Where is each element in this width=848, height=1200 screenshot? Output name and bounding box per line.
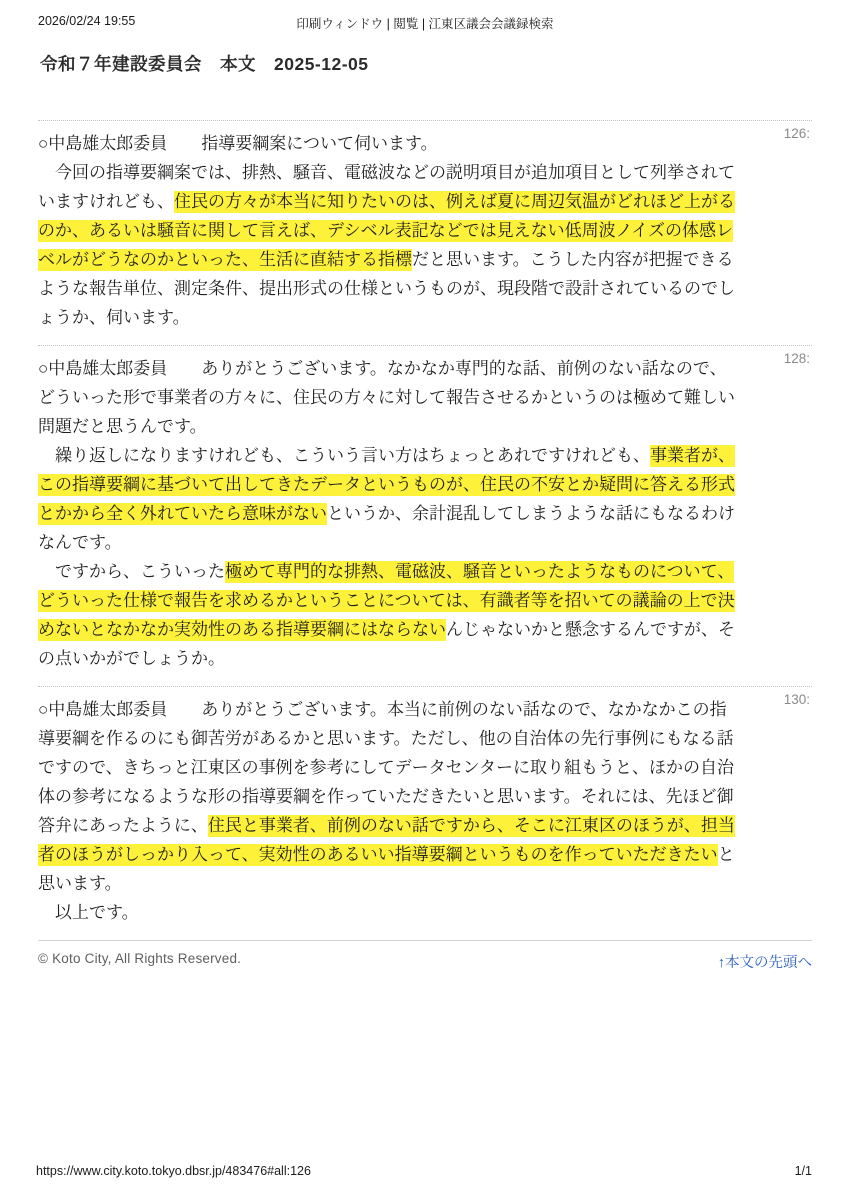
paragraph-anchor-number: 128: — [783, 351, 810, 366]
speech-text: ありがとうございます。本当に前例のない話なので、なかなかこの指導要綱を作るのにも御苦労があるかと思います。ただし、他の自治体の先行事例にもなる話ですので、きちっと江東区の事例を参考にしてデータセンターに取り組もうと、ほかの自治体の参考になるような形の指導要綱を作っていただきたいと思います。それには、先ほど御答弁にあったように、 — [38, 700, 734, 835]
paragraph-anchor-number: 126: — [783, 126, 810, 141]
speech-paragraph — [38, 158, 738, 332]
speech-text: ありがとうございます。なかなか専門的な話、前例のない話なので、どういった形で事業者の方々に、住民の方々に対して報告させるかというのは極めて難しい問題だと思うんです。 — [38, 359, 735, 436]
speech-text: 今回の指導要綱案では、排熱、騒音、電磁波などの説明項目が追加項目として列挙されていますけれども、 — [38, 163, 735, 211]
print-footer — [36, 1164, 812, 1178]
speech-paragraph — [38, 695, 738, 898]
speech-text: と思います。 — [38, 845, 735, 893]
print-header-title: 印刷ウィンドウ | 閲覧 | 江東区議会会議録検索 — [296, 17, 554, 31]
back-to-top-link[interactable]: ↑本文の先頭へ — [717, 955, 812, 971]
speech-text: んじゃないかと懸念するんですが、その点いかがでしょうか。 — [38, 620, 735, 668]
speech-text: というか、余計混乱してしまうような話にもなるわけなんです。 — [38, 504, 735, 552]
speech-section — [38, 686, 812, 940]
speaker-name: ○中島雄太郎委員 — [38, 134, 168, 153]
speaker-name: ○中島雄太郎委員 — [38, 700, 168, 719]
speech-text: 以上です。 — [38, 903, 139, 922]
search-hit-highlight: 住民の方々が本当に知りたいのは、例えば夏に周辺気温がどれほど上がるのか、あるいは騒音に関して言えば、デシベル表記などでは見えない低周波ノイズの体感レベルがどうなのかといった、生活に直結する指標 — [38, 192, 735, 269]
speech-paragraph — [38, 354, 738, 441]
print-header — [38, 14, 812, 30]
search-hit-highlight: 事業者が、この指導要綱に基づいて出してきたデータというものが、住民の不安とか疑問に答える形式とかから全く外れていたら意味がない — [38, 446, 735, 523]
search-hit-highlight: 極めて専門的な排熱、電磁波、騒音といったようなものについて、どういった仕様で報告を求めるかということについては、有識者等を招いての議論の上で決めないとなかなか実効性のある指導要綱にはならない — [38, 562, 735, 639]
search-hit-highlight: 住民と事業者、前例のない話ですから、そこに江東区のほうが、担当者のほうがしっかり入って、実効性のあるいい指導要綱というものを作っていただきたい — [38, 816, 735, 864]
speech-paragraph — [38, 441, 738, 557]
print-footer-page-number: 1/1 — [794, 1164, 812, 1178]
speech-section — [38, 345, 812, 686]
transcript-sections — [38, 120, 812, 940]
site-footer — [38, 940, 812, 972]
speech-text: 繰り返しになりますけれども、こういう言い方はちょっとあれですけれども、 — [38, 446, 650, 465]
speech-paragraph — [38, 557, 738, 673]
speech-text: だと思います。こうした内容が把握できるような報告単位、測定条件、提出形式の仕様というものが、現段階で設計されているのでしょうか、伺います。 — [38, 250, 735, 327]
print-footer-url: https://www.city.koto.tokyo.dbsr.jp/483476#all:126 — [36, 1164, 311, 1178]
speaker-name: ○中島雄太郎委員 — [38, 359, 168, 378]
paragraph-anchor-number: 130: — [783, 692, 810, 707]
speech-text: ですから、こういった — [38, 562, 225, 581]
document-title: 令和７年建設委員会 本文 2025-12-05 — [40, 54, 369, 74]
speech-text: 指導要綱案について伺います。 — [167, 134, 438, 153]
print-header-datetime: 2026/02/24 19:55 — [38, 14, 136, 28]
speech-paragraph — [38, 898, 738, 927]
copyright-text: © Koto City, All Rights Reserved. — [38, 951, 242, 966]
speech-paragraph — [38, 129, 738, 158]
speech-section — [38, 120, 812, 345]
